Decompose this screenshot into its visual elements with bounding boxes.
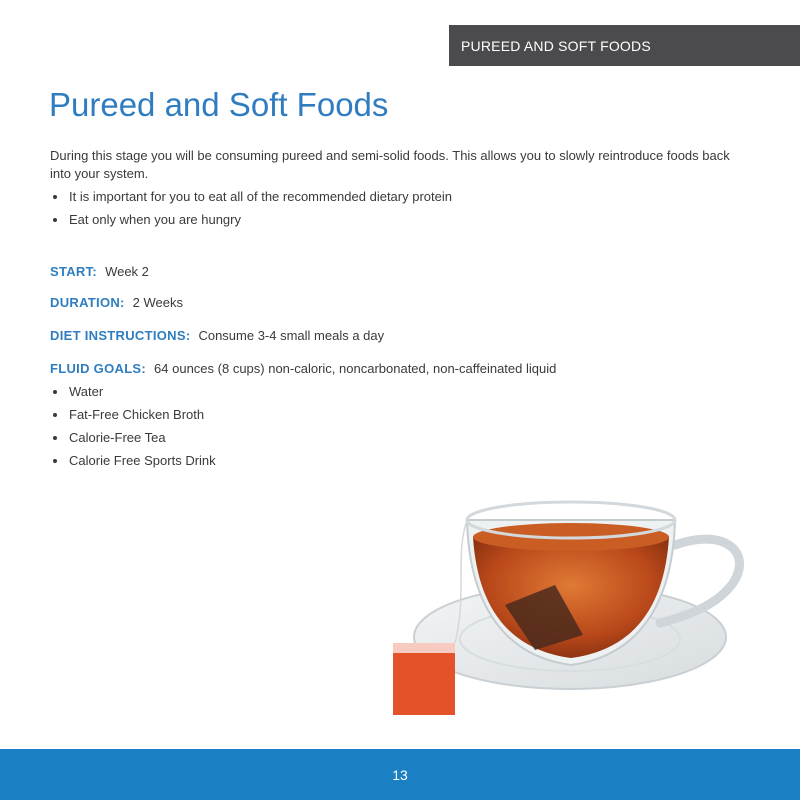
section-header-tab	[449, 25, 800, 66]
page-number: 13	[392, 766, 408, 783]
duration-row	[50, 295, 183, 310]
list-item: Calorie Free Sports Drink	[50, 452, 216, 475]
section-header-label: PUREED AND SOFT FOODS	[461, 37, 651, 54]
page-title: Pureed and Soft Foods	[49, 86, 389, 123]
fluid-goals-row	[50, 361, 556, 376]
diet-instructions-row	[50, 328, 384, 343]
page-footer	[0, 749, 800, 800]
start-label: START:	[50, 264, 98, 279]
list-item: Calorie-Free Tea	[50, 429, 216, 452]
list-item: Eat only when you are hungry	[50, 211, 452, 234]
tea-cup-photo	[355, 465, 800, 750]
fluid-bullet-list	[50, 383, 216, 475]
diet-instructions-value: Consume 3-4 small meals a day	[198, 328, 385, 343]
duration-value: 2 Weeks	[132, 295, 184, 310]
intro-bullet-list	[50, 188, 452, 234]
fluid-goals-label: FLUID GOALS:	[50, 361, 147, 376]
diet-instructions-label: DIET INSTRUCTIONS:	[50, 328, 191, 343]
start-row	[50, 264, 149, 279]
list-item: Water	[50, 383, 216, 406]
start-value: Week 2	[105, 264, 149, 279]
tea-tag	[393, 643, 455, 715]
list-item: It is important for you to eat all of the recommended dietary protein	[50, 188, 452, 211]
duration-label: DURATION:	[50, 295, 125, 310]
fluid-goals-value: 64 ounces (8 cups) non-caloric, noncarbonated, non-caffeinated liquid	[154, 361, 557, 376]
intro-paragraph: During this stage you will be consuming pureed and semi-solid foods. This allows you to slowly reintroduce foods back into your system.	[50, 148, 730, 181]
list-item: Fat-Free Chicken Broth	[50, 406, 216, 429]
